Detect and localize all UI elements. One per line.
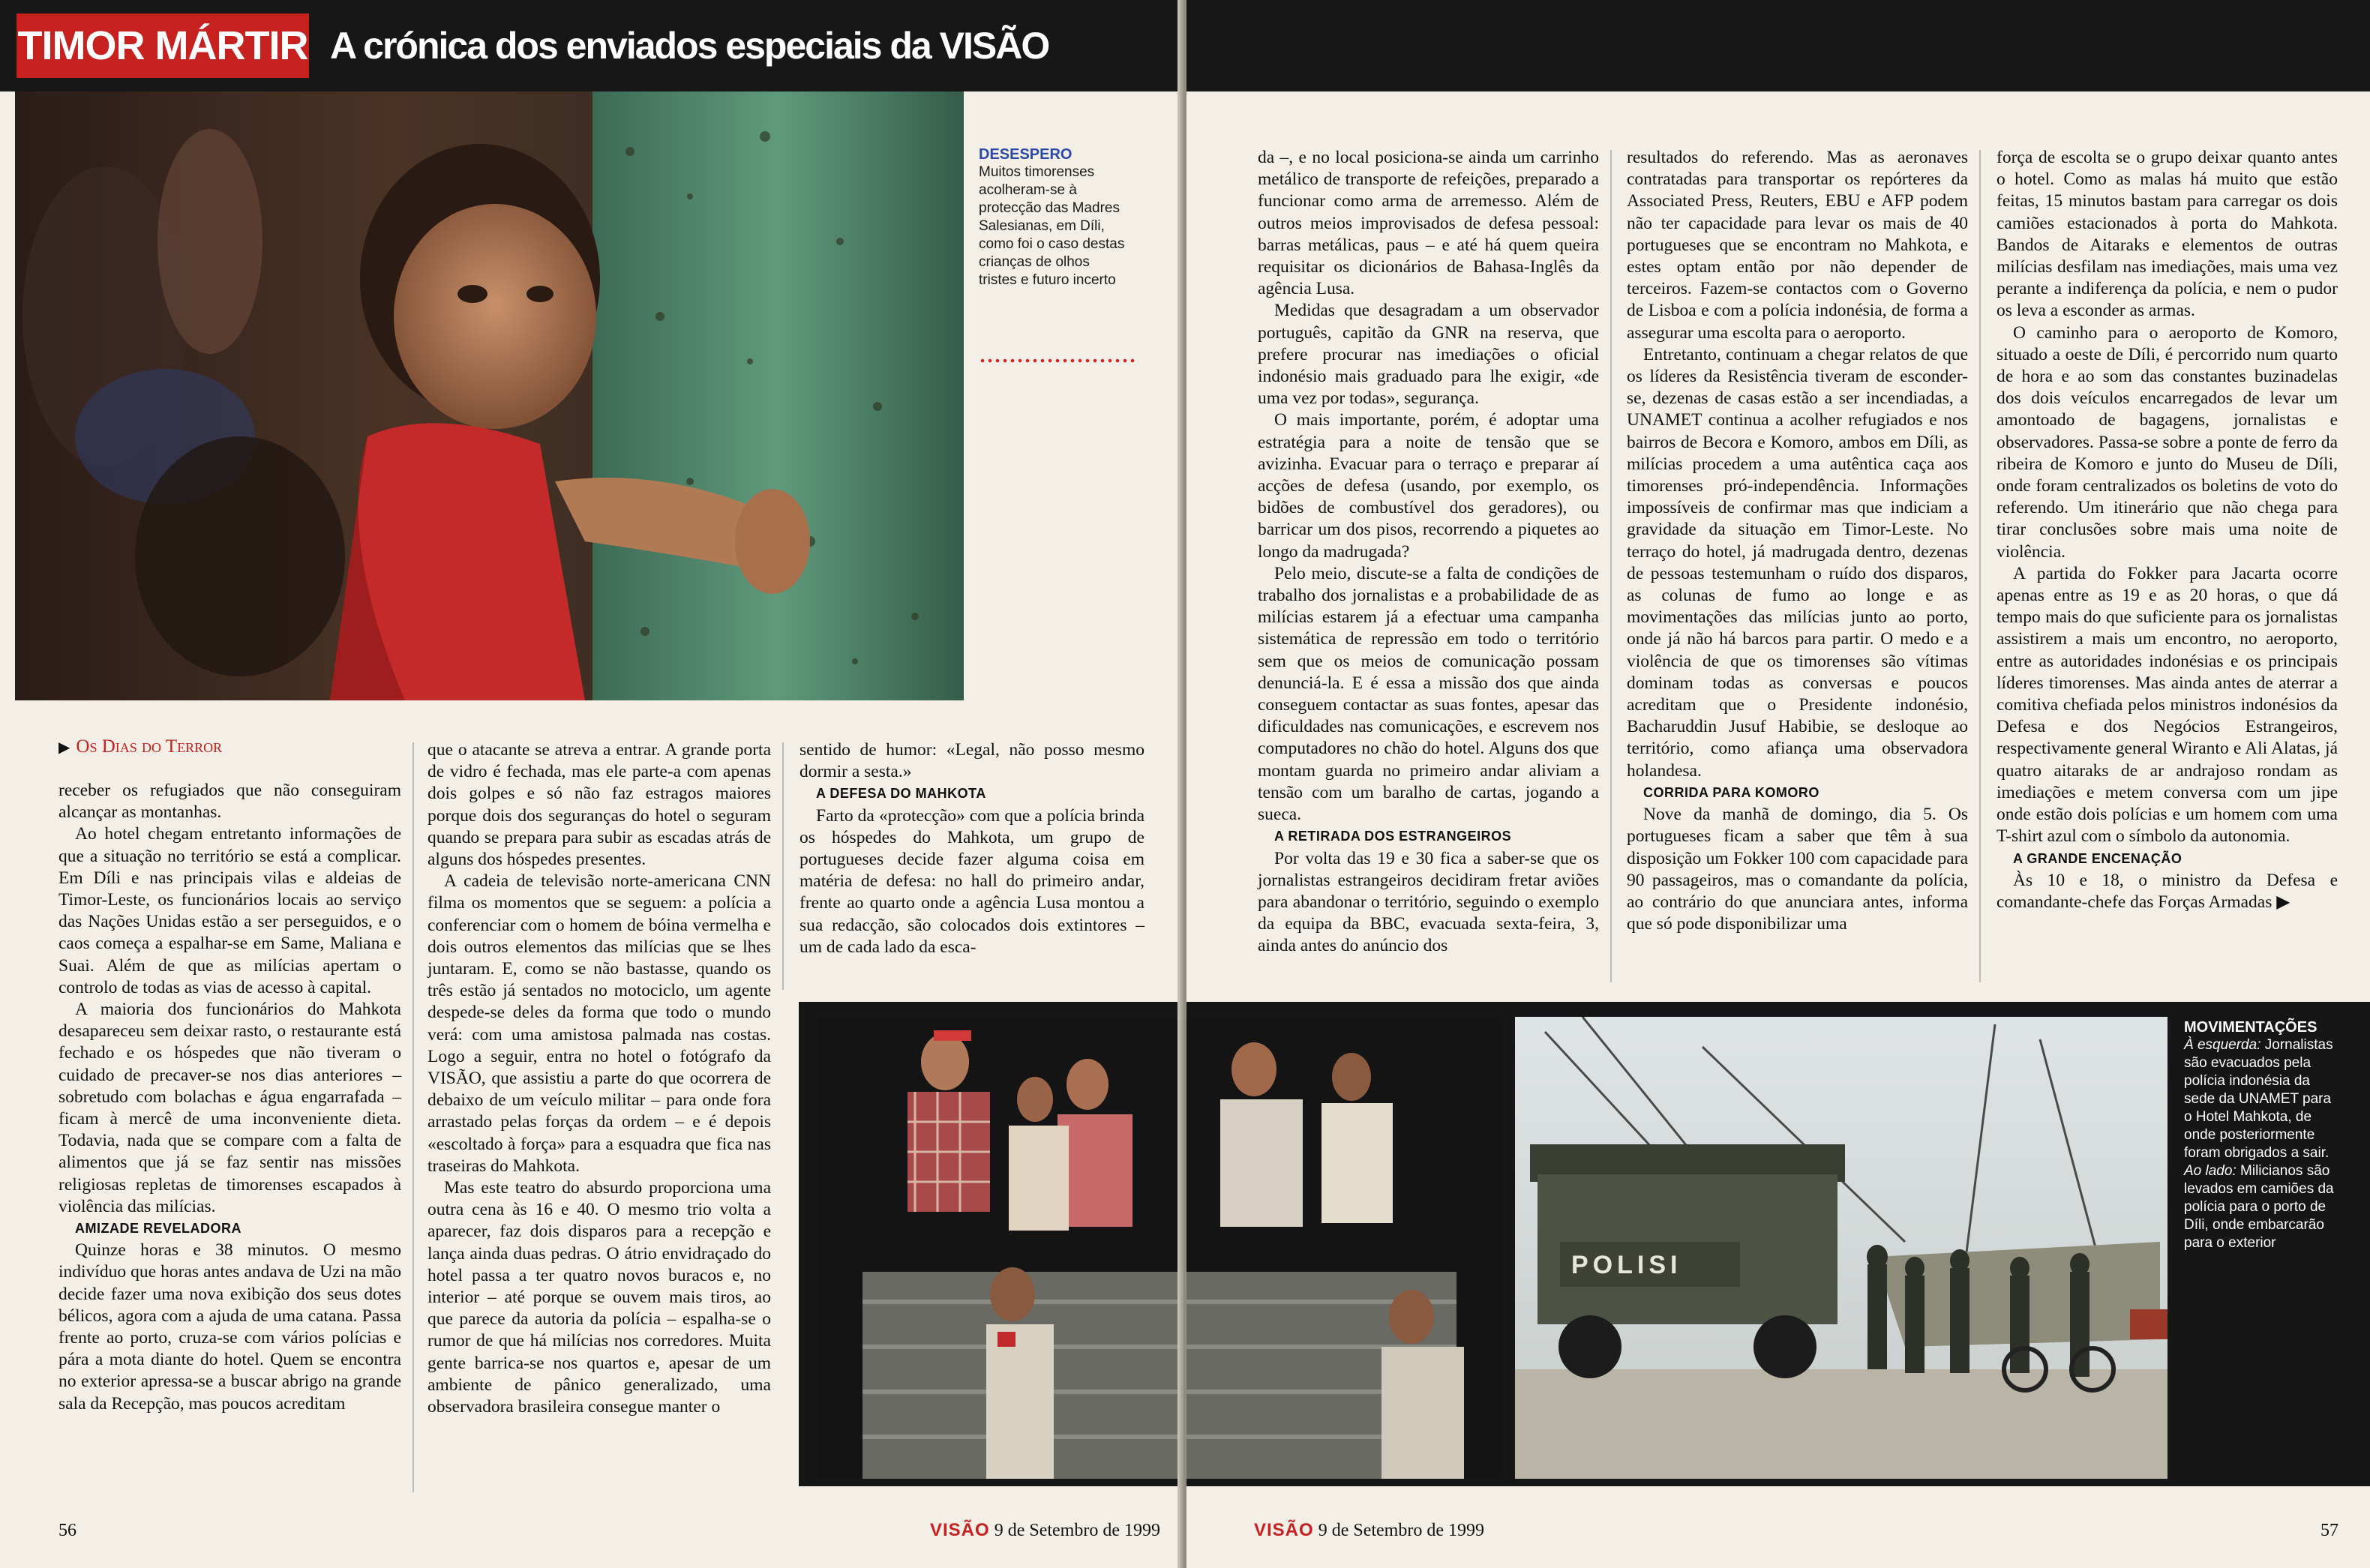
- paragraph: força de escolta se o grupo deixar quanto antes o hotel. Como as malas há muito que estão feitas, 15 minutos bastam para carregar os dois camiões estacionados à porta do Mahkota. Bandos de Aitaraks e elementos de outras milícias desfilam nas imediações, mais uma vez perante a indiferença da polícia, e nem o pudor os leva a esconder as armas.: [1996, 148, 2338, 321]
- folio-left: [930, 1520, 1160, 1541]
- text-column-3: [800, 739, 1144, 958]
- text-column-5: [1627, 147, 1968, 935]
- header-bar: [0, 0, 1184, 91]
- paragraph: Quinze horas e 38 minutos. O mesmo indivíduo que horas antes andava de Uzi na mão decide fazer uma nova exibição dos seus dotes bélicos, agora com a ajuda de uma catana. Passa frente ao porto, cruza-se com vários polícias e pára a mota diante do hotel. Quem se encontra no exterior apressa-se a buscar abrigo na grande sala da Recepção, mas poucos acreditam: [58, 1240, 401, 1414]
- paragraph: Mas este teatro do absurdo proporciona uma outra cena às 16 e 40. O mesmo trio volta a aparecer, faz dois disparos para a recepção e lança ainda duas pedras. O átrio envidraçado do hotel passa a ter quatro novos buracos e, no interior – até porque se ouvem mais tiros, ao que parece da autoria da polícia – espalha-se o rumor de que há milícias nos corredores. Muita gente barrica-se nos quartos e, apesar de um ambiente de pânico generalizado, uma observadora brasileira consegue manter o: [428, 1178, 771, 1417]
- triangle-icon: ▶: [58, 739, 70, 756]
- page-number-right: 57: [2320, 1521, 2338, 1540]
- subheading: CORRIDA PARA KOMORO: [1643, 784, 1820, 800]
- issue-date: 9 de Setembro de 1999: [994, 1521, 1160, 1540]
- paragraph: Nove da manhã de domingo, dia 5. Os portugueses ficam a saber que têm à sua disposição um Fokker 100 com capacidade para 90 passageiros, mas o comandante da polícia, ao contrário do que anunciara antes, informa que só pode disponibilizar uma: [1627, 805, 1968, 934]
- text-column-2: [428, 739, 771, 1418]
- paragraph: Por volta das 19 e 30 fica a saber-se que os jornalistas estrangeiros decidiram fretar aviões para abandonar o território, seguindo o exemplo da equipa da BBC, evacuada sexta-feira, 3, ainda antes do anúncio dos: [1258, 848, 1599, 956]
- caption-dotted-rule: [979, 358, 1136, 363]
- text-column-6: [1996, 147, 2338, 913]
- issue-date: 9 de Setembro de 1999: [1318, 1521, 1484, 1540]
- section-tag: TIMOR MÁRTIR: [16, 13, 309, 78]
- photo-caption-title: DESESPERO: [979, 146, 1072, 163]
- evacuation-photo-illustration-left: [818, 1017, 1184, 1479]
- paragraph: Ao hotel chegam entretanto informações de que a situação no território se está a complicar. Em Díli e nas principais vilas e aldeias de Timor-Leste, os funcionários locais ao serviço das Nações Unidas estão a ser perseguidos, e o caos começa a espalhar-se em Same, Maliana e Suai. Além de que as milícias apertam o controlo de todas as vias de acesso à capital.: [58, 824, 401, 997]
- section-label-text: Os Dias do Terror: [76, 736, 223, 757]
- subheading: AMIZADE REVELADORA: [75, 1221, 242, 1237]
- paragraph: da –, e no local posiciona-se ainda um carrinho metálico de transporte de refeições, preparado a funcionar como arma de arremesso. Além de outros meios improvisados de defesa pessoal: barras metálicas, paus – e até há quem queira requisitar os dicionários de Bahasa-Inglês da agência Lusa.: [1258, 148, 1599, 299]
- truck-polisi-text: POLISI: [1571, 1251, 1682, 1279]
- left-page: [0, 0, 1184, 1568]
- subheading: A RETIRADA DOS ESTRANGEIROS: [1274, 829, 1512, 844]
- hero-photo-illustration: [15, 91, 964, 700]
- column-rule: [412, 742, 414, 1492]
- paragraph: A cadeia de televisão norte-americana CNN filma os momentos que se seguem: a polícia a conferenciar com o homem de bóina vermelha e dois outros elementos das milícias que se lhes juntaram. E, como se não bastasse, quando os três estão já sentados no motociclo, um agente despede-se deles da forma que todo o mundo verá: com uma amistosa palmada nas costas. Logo a seguir, entra no hotel o fotógrafo da VISÃO, que assistiu a parte do que ocorrera de debaixo de um veículo militar – para onde fora arrastado pelas forças da ordem – e é depois «escoltado à força» para a esquadra que fica nas traseiras do Mahkota.: [428, 871, 771, 1176]
- headline: A crónica dos enviados especiais da VISÃO: [330, 25, 1049, 67]
- photo-caption: [979, 145, 1129, 289]
- caption-left-text: Jornalistas são evacuados pela polícia indonésia da sede da UNAMET para o Hotel Mahkota, de onde posteriormente foram obrigados a sair.: [2184, 1037, 2333, 1161]
- caption-right-text: Milicianos são levados em camiões da polícia para o porto de Díli, onde embarcarão para o exterior: [2184, 1163, 2334, 1251]
- paragraph: que o atacante se atreva a entrar. A grande porta de vidro é fechada, mas ele parte-a com apenas dois golpes e só não faz estragos maiores porque dois dos seguranças do hotel o seguram quando se prepara para subir as escadas atrás de alguns dos hóspedes presentes.: [428, 740, 771, 870]
- paragraph: O mais importante, porém, é adoptar uma estratégia para a noite de tensão que se avizinha. Evacuar para o terraço e preparar aí acções de defesa (usando, por exemplo, os bidões de combustível dos geradores), ou barricar um dos pisos, recorrendo a piquetes ao longo da madrugada?: [1258, 410, 1599, 562]
- movement-caption: [2184, 1018, 2334, 1252]
- movement-caption-title: MOVIMENTAÇÕES: [2184, 1019, 2318, 1036]
- paragraph: resultados do referendo. Mas as aeronaves contratadas para transportar os repórteres da Associated Press, Reuters, EBU e AFP podem não ter capacidade para levar os mais de 40 portugueses que se encontram no Mahkota, e estes optam então por não depender de terceiros. Fazem-se contactos com o Governo de Lisboa e com a polícia indonésia, de forma a assegurar uma escolta para o aeroporto.: [1627, 148, 1968, 343]
- subheading: A GRANDE ENCENAÇÃO: [2013, 850, 2182, 866]
- harbor-photo: [1515, 1017, 2168, 1479]
- evacuation-photo-left: [818, 1017, 1184, 1479]
- page-number-left: 56: [58, 1521, 76, 1540]
- photo-caption-text: Muitos timorenses acolheram-se à protecção das Madres Salesianas, em Díli, como foi o caso destas crianças de olhos tristes e futuro incerto: [979, 164, 1125, 288]
- paragraph: Às 10 e 18, o ministro da Defesa e comandante-chefe das Forças Armadas ▶: [1996, 870, 2338, 912]
- paragraph: Entretanto, continuam a chegar relatos de que os líderes da Resistência tiveram de esconder-se, dezenas de casas estão a ser incendiadas, a UNAMET continua a acolher refugiados e nos bairros de Becora e Komoro, ambos em Díli, as milícias procedem a uma autêntica caça aos timorenses pró-independência. Informações impossíveis de confirmar mas que indiciam a gravidade da situação em Timor-Leste. No terraço do hotel, já madrugada dentro, dezenas de pessoas testemunham o ruído dos disparos, as colunas de fumo ao longe e as movimentações das milícias junto ao porto, onde já não há barcos para partir. O medo e a violência de que os timorenses são vítimas dominam todas as conversas e poucos acreditam que o Presidente indonésio, Bacharuddin Jusuf Habibie, se desloque ao território, como afiança uma observadora holandesa.: [1627, 344, 1968, 781]
- evacuation-photo-illustration-right: [1186, 1017, 1502, 1479]
- brand-logo: VISÃO: [1254, 1520, 1314, 1540]
- paragraph: Pelo meio, discute-se a falta de condições de trabalho dos jornalistas e a probabilidade de as milícias estarem já a efectuar uma campanha sistemática de repressão em todo o território sem que os meios de comunicação possam denunciá-la. E é essa a missão dos que ainda conseguem contactar as suas fontes, apesar das dificuldades nas comunicações, e escrevem nos computadores no chão do hotel. Alguns dos que montam guarda no primeiro andar aliviam a tensão com um baralho de cartas, jogando a sueca.: [1258, 563, 1599, 825]
- paragraph: O caminho para o aeroporto de Komoro, situado a oeste de Díli, é percorrido num quarto de hora e ao som das constantes buzinadelas dos dois veículos encarregados de levar um amontoado de bagagens, jornalistas e observadores. Passa-se sobre a ponte de ferro da ribeira de Komoro e junto do Museu de Díli, onde foram centralizados os boletins de voto do referendo. Um itinerário que não chega para tirar conclusões sobre mais uma noite de violência.: [1996, 322, 2338, 562]
- caption-right-label: Ao lado:: [2184, 1163, 2236, 1179]
- paragraph: receber os refugiados que não conseguiram alcançar as montanhas.: [58, 781, 401, 823]
- subheading: A DEFESA DO MAHKOTA: [816, 786, 986, 802]
- column-rule: [782, 742, 784, 990]
- paragraph: sentido de humor: «Legal, não posso mesmo dormir a sesta.»: [800, 740, 1144, 782]
- paragraph: A partida do Fokker para Jacarta ocorre apenas entre as 19 e as 20 horas, o que dá tempo mais do que suficiente para os jornalistas assistirem a mais um encontro, no aeroporto, entre as autoridades indonésias e os principais líderes timorenses. Mas ainda antes de aterrar a comitiva chefiada pelos ministros indonésios da Defesa e dos Negócios Estrangeiros, respectivamente general Wiranto e Ali Alatas, já quatro aitaraks de ar andrajoso rondam as imediações e metem conversa com um jipe onde estão dois polícias e um homem com uma T-shirt azul com o símbolo da autonomia.: [1996, 563, 2338, 847]
- paragraph: A maioria dos funcionários do Mahkota desapareceu sem deixar rasto, o restaurante está fechado e os hóspedes que não tiveram o cuidado de precaver-se nos dias anteriores – sobretudo com bolachas e água engarrafada – ficam à mercê de uma inconveniente dieta. Todavia, nada que se compare com a falta de alimentos que já se faz sentir nas missões religiosas repletas de timorenses escapados à violência das milícias.: [58, 1000, 401, 1216]
- header-bar-right: [1186, 0, 2370, 91]
- hero-photo-child: [15, 91, 964, 700]
- paragraph: Medidas que desagradam a um observador português, capitão da GNR na reserva, que prefere procurar nas imediações o oficial indonésio mais graduado para lhe exigir, «de uma vez por todas», segurança.: [1258, 301, 1599, 409]
- brand-logo: VISÃO: [930, 1520, 990, 1540]
- evacuation-photo-right: [1186, 1017, 1502, 1479]
- section-label: [58, 736, 222, 757]
- text-column-1: [58, 780, 401, 1415]
- right-page: [1186, 0, 2370, 1568]
- column-rule: [1979, 150, 1981, 982]
- paragraph: Farto da «protecção» com que a polícia brinda os hóspedes do Mahkota, um grupo de portugueses decide fazer alguma coisa em matéria de defesa: no hall do primeiro andar, frente ao quarto onde a agência Lusa montou a sua redacção, são colocados dois extintores – um de cada lado da esca-: [800, 805, 1144, 957]
- column-rule: [1610, 150, 1612, 982]
- text-column-4: [1258, 147, 1599, 958]
- caption-left-label: À esquerda:: [2184, 1037, 2261, 1053]
- folio-right: [1254, 1520, 1484, 1541]
- harbor-photo-illustration: [1515, 1017, 2168, 1479]
